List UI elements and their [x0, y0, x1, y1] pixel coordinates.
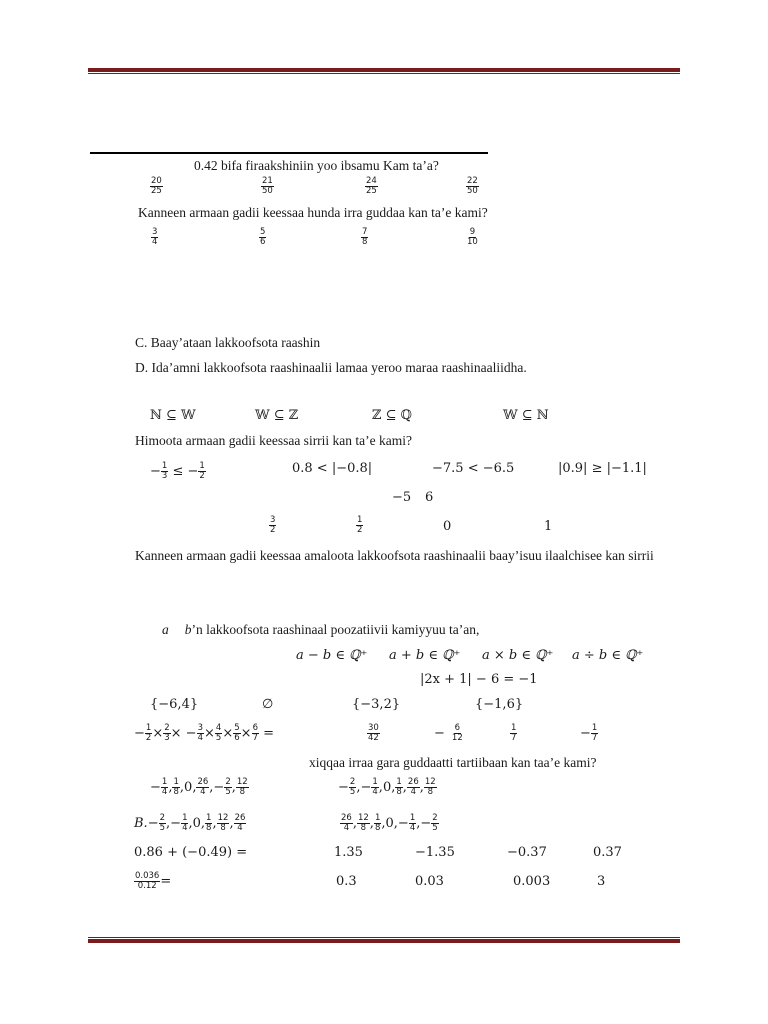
q11-question: xiqqaa irraa gara guddaatti tartiibaan kan taa’e kami? [309, 755, 597, 770]
q5-option-d[interactable]: |0.9| ≥ |−1.1| [558, 461, 647, 476]
q13-option-a[interactable]: 0.3 [336, 874, 357, 889]
q4-option-a[interactable]: ℕ ⊆ 𝕎 [150, 408, 196, 423]
q2-option-b[interactable]: 5 6 [260, 227, 266, 247]
q9-option-a[interactable]: {−6,4} [150, 697, 199, 712]
q12-option-c[interactable]: −0.37 [507, 845, 547, 860]
q12-option-a[interactable]: 1.35 [334, 845, 363, 860]
q6-option-b[interactable]: 1 2 [357, 515, 363, 535]
q12-expression: 0.86 + (−0.49) = [134, 845, 248, 860]
q1-option-c[interactable]: 24 25 [366, 176, 377, 196]
q1-question: 0.42 bifa firaakshiniin yoo ibsamu Kam ta’a? [194, 158, 439, 173]
q11-option-d[interactable]: $\frac{26}{4}$ , $\frac{12}{8}$ , $\frac{1}{8}$ ,0,− $\frac{1}{4}$ ,− $\frac{2}{5}$ [341, 813, 438, 833]
q13-option-b[interactable]: 0.03 [415, 874, 444, 889]
q11-option-c[interactable]: − $\frac{2}{5}$ ,− $\frac{1}{4}$ ,0, $\frac{1}{8}$ , $\frac{26}{4}$ , $\frac{12}{8}$ [338, 777, 436, 797]
q8-option-c[interactable]: a × b ∈ ℚ⁺ [482, 648, 554, 663]
q5-option-b[interactable]: 0.8 < |−0.8| [292, 461, 373, 476]
q2-option-c[interactable]: 7 8 [362, 227, 368, 247]
q13-option-c[interactable]: 0.003 [513, 874, 551, 889]
q4-option-d[interactable]: 𝕎 ⊆ ℕ [503, 408, 549, 423]
q2-question: Kanneen armaan gadii keessaa hunda irra guddaa kan ta’e kami? [138, 205, 488, 220]
q6-option-d[interactable]: 1 [544, 519, 553, 534]
q9-equation: |2x + 1| − 6 = −1 [420, 672, 538, 687]
q1-option-a[interactable]: 20 25 [151, 176, 162, 196]
q6-stem-left: −5 [392, 490, 412, 505]
q5-option-a[interactable]: − $\frac{1}{3}$ ≤ − $\frac{1}{2}$ [150, 461, 205, 481]
q3-option-c[interactable]: C. Baay’ataan lakkoofsota raashin [135, 335, 321, 350]
q8-option-b[interactable]: a + b ∈ ℚ⁺ [389, 648, 461, 663]
q4-option-c[interactable]: ℤ ⊆ ℚ [372, 408, 412, 423]
q8-option-d[interactable]: a ÷ b ∈ ℚ⁺ [572, 648, 644, 663]
q1-option-b[interactable]: 21 50 [262, 176, 273, 196]
q10-option-a[interactable]: $\frac{30}{42}$ [368, 723, 379, 743]
q6-option-a[interactable]: 3 2 [270, 515, 276, 535]
q10-option-c[interactable]: $\frac{1}{7}$ [511, 723, 517, 743]
header-rule [88, 68, 680, 74]
q1-option-d[interactable]: 22 50 [467, 176, 478, 196]
q8-stem: a b’n lakkoofsota raashinaal poozatiivii kamiyyuu ta’an, [162, 622, 480, 637]
q11-option-b[interactable]: B.− $\frac{2}{5}$ ,− $\frac{1}{4}$ ,0, $\frac{1}{8}$ , $\frac{12}{8}$ , $\frac{26}{4}$ [134, 813, 246, 833]
q2-option-d[interactable]: 9 10 [467, 227, 478, 247]
q10-option-b[interactable]: − $\frac{6}{12}$ [434, 723, 463, 743]
section-divider [90, 152, 488, 154]
q3-option-d[interactable]: D. Ida’amni lakkoofsota raashinaalii lamaa yeroo maraa raashinaaliidha. [135, 360, 527, 375]
q5-question: Himoota armaan gadii keessaa sirrii kan ta’e kami? [135, 433, 413, 448]
q9-option-c[interactable]: {−3,2} [352, 697, 401, 712]
q12-option-b[interactable]: −1.35 [415, 845, 455, 860]
q13-expression: $\frac{0.036}{0.12}$ = [135, 871, 172, 891]
q9-option-b[interactable]: ∅ [262, 697, 274, 712]
q10-option-d[interactable]: − $\frac{1}{7}$ [580, 723, 598, 743]
footer-rule [88, 937, 680, 943]
q12-option-d[interactable]: 0.37 [593, 845, 622, 860]
q10-expression: − $\frac{1}{2}$ × $\frac{2}{3}$ × − $\frac{3}{4}$ × $\frac{4}{5}$ × $\frac{5}{6}$ × $\frac{6}{7}$ = [134, 723, 275, 743]
q8-option-a[interactable]: a − b ∈ ℚ⁺ [296, 648, 368, 663]
q9-option-d[interactable]: {−1,6} [475, 697, 524, 712]
q6-option-c[interactable]: 0 [443, 519, 452, 534]
q2-option-a[interactable]: 3 4 [152, 227, 158, 247]
q5-option-c[interactable]: −7.5 < −6.5 [432, 461, 515, 476]
q6-stem-right: 6 [425, 490, 434, 505]
q4-option-b[interactable]: 𝕎 ⊆ ℤ [255, 408, 299, 423]
q7-question: Kanneen armaan gadii keessaa amaloota lakkoofsota raashinaalii baay’isuu ilaalchisee kan sirrii [135, 548, 654, 563]
q11-option-a[interactable]: − $\frac{1}{4}$ , $\frac{1}{8}$ ,0, $\frac{26}{4}$ ,− $\frac{2}{5}$ , $\frac{12}{8}$ [150, 777, 248, 797]
q13-option-d[interactable]: 3 [597, 874, 606, 889]
